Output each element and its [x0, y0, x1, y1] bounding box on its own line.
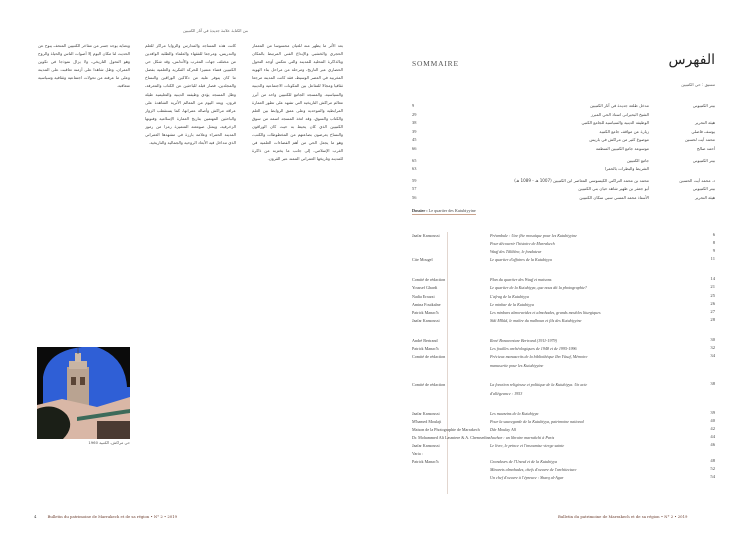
toc-title: Jawhar : un libraire marrakchi à Paris — [490, 434, 555, 440]
toc-page-number: 11 — [710, 256, 715, 262]
toc-entry — [412, 434, 715, 442]
toc-entry — [412, 165, 715, 174]
toc-author: Dr. Mohammed Ali Lasmtere & A. Chemsedine — [412, 434, 491, 440]
toc-page-number: 52 — [710, 466, 715, 472]
toc-entry — [412, 240, 715, 248]
toc-title: Les minbars almoravides et almohades, grands meubles liturgiques — [490, 309, 601, 315]
toc-author: Jaafar Kansoussi — [412, 410, 440, 416]
toc-entry — [412, 119, 715, 128]
dossier-heading — [412, 208, 476, 215]
toc-title: La fonction religieuse et politique de la Kutubiyya. Un acte — [490, 382, 588, 388]
toc-page-number: 26 — [710, 300, 715, 306]
arabic-text-column-2 — [145, 42, 236, 460]
toc-entry — [412, 136, 715, 145]
toc-page-number: 29 — [412, 111, 417, 117]
toc-title: Un chef d'oeuvre à l'épreuve : Sharq al-Agar — [490, 475, 564, 481]
toc-author: M'hamed Moulaji — [412, 418, 442, 424]
minaret-photo-illustration — [37, 347, 130, 439]
toc-page-number: 44 — [710, 433, 715, 439]
toc-title: Préambule : Une fête mosaïque pour les Kutubiyyine — [490, 233, 577, 238]
dossier-label: Dossier : — [412, 208, 428, 213]
column-text: وبعناية يوجد جسر من مفاخر الكتبيين المتحف يبوح عن الحديث لنا مكان اليوم إلا أصوات الناس والحياة والروح وهو التحول التاريخي، ولا يزال نموذجا في تكوين العمران، وظل شاهدا على أزمنة تعاقبت على المدينة وعلى ما عرفته من تحولات اجتماعية وثقافية وسياسية متعاقبة. — [38, 43, 130, 89]
toc-page-number: 57 — [412, 186, 417, 192]
toc-entry — [412, 276, 715, 284]
toc-page-number: 38 — [710, 381, 715, 387]
toc-entry — [412, 426, 715, 434]
toc-entry — [412, 102, 715, 111]
toc-title: Dâr Moulay Alî — [490, 426, 516, 432]
toc-entry — [412, 145, 715, 154]
toc-entry — [412, 293, 715, 301]
toc-title: Les muezzins de la Kutubiyya — [490, 410, 539, 416]
toc-title: René Bonaventure Bertrand (1911-1979) — [490, 337, 557, 343]
toc-page-number: 54 — [710, 474, 715, 480]
toc-title: manuscrite pour les Kutubiyyine — [490, 363, 544, 369]
toc-author: هيئة التحرير — [694, 194, 715, 200]
toc-title: الأستاذ محمد المسي سبي سكان الكتبيين — [579, 194, 649, 200]
toc-title: مدخل طلعة جديدة في آثار الكتبيين — [590, 103, 649, 108]
toc-entry — [412, 418, 715, 426]
toc-page-number: 32 — [710, 345, 715, 351]
toc-entry — [412, 361, 715, 369]
toc-title: موضوع كثير من مراكش في باريس — [589, 137, 649, 143]
toc-title: الشيخ البحيرانى استاذ الحي المبرز — [590, 111, 649, 117]
toc-title: الوظيفة الدينية والسياسية للجامع الكتبي — [581, 120, 649, 126]
toc-author: Comité de rédaction — [412, 382, 446, 388]
toc-author: Jaafar Kansoussi — [412, 317, 440, 323]
toc-page-number: 40 — [710, 417, 715, 423]
running-head: من الكتابة علامة جديدة في آثار الكتبيين — [182, 28, 248, 33]
photo-caption: حي مراكش، الكتبية 1960 — [88, 440, 130, 445]
toc-title: موسوعة جامع الكتبيين المنظمة — [595, 145, 649, 151]
toc-title: أبو جعفر بن ظهير شاهد حيان بني الكتبيين — [578, 186, 649, 192]
toc-author: د. محمد أيت الحسين — [679, 177, 715, 183]
toc-page-number: 28 — [710, 316, 715, 322]
arabic-text-column-1 — [252, 42, 343, 460]
toc-page-number: 9 — [712, 248, 715, 254]
toc-title: Plan du quartier des Waqf et maisons — [490, 277, 552, 283]
toc-entry — [412, 157, 715, 166]
toc-page-number: 38 — [412, 120, 417, 126]
toc-entry — [412, 317, 715, 325]
toc-entry — [412, 232, 715, 240]
toc-page-number: 39 — [710, 409, 715, 415]
folio-right — [558, 514, 687, 519]
toc-page-number: 34 — [710, 353, 715, 359]
folio-text: Bulletin du patrimoine de Marrakech et de sa région • N° 2 • 2019 — [47, 514, 178, 519]
toc-title: Waqf des Tâlibîne, le fondateur — [490, 249, 542, 255]
toc-entry — [412, 353, 715, 361]
toc-title: Minarets almohades, chefs d'oeuvre de l'architecture — [490, 467, 577, 473]
sommaire-heading: SOMMAIRE — [412, 59, 459, 68]
toc-page-number: 6 — [712, 232, 715, 237]
toc-title: زيارة عن مواقف جامع الكتبية — [599, 128, 649, 134]
toc-title: Le quartier de la Kutubiyya, que nous dit la photographie? — [490, 285, 587, 291]
toc-page-number: 14 — [710, 276, 715, 282]
arabic-text-column-3 — [38, 42, 130, 146]
toc-author: Jaafar Kansoussi — [412, 233, 440, 238]
toc-author: Varia : — [412, 450, 423, 456]
right-page — [375, 0, 750, 538]
toc-page-number: 30 — [710, 336, 715, 342]
toc-page-number: 45 — [412, 137, 417, 143]
toc-title: Pour découvrir l'histoire de Marrakech — [490, 241, 555, 247]
toc-author: Amina Fouikalne — [412, 301, 441, 307]
toc-page-number: 66 — [412, 145, 417, 151]
toc-entry — [412, 194, 715, 203]
toc-entry — [412, 450, 715, 458]
coordination-credit: تنسيق : حي الكتبيين — [681, 82, 715, 87]
toc-page-number: 27 — [710, 308, 715, 314]
toc-page-number: 48 — [710, 458, 715, 464]
toc-author: Comité de rédaction — [412, 277, 446, 283]
toc-entry — [412, 248, 715, 256]
toc-entry — [412, 458, 715, 466]
toc-page-number: 9 — [412, 103, 415, 108]
toc-entry — [412, 256, 715, 264]
toc-author: Maison de la Photographie de Marrakech — [412, 426, 480, 432]
toc-author: Patrick Manac'h — [412, 346, 439, 352]
toc-entry — [412, 337, 715, 345]
toc-title: Précieux manuscrits de la bibliothèque Ibn Yûsuf, Mémoire — [490, 354, 588, 360]
toc-author: Youssef Ghardi — [412, 285, 438, 291]
folio-left — [34, 514, 177, 519]
toc-title: L'afrag de la Kutubiyya — [490, 293, 529, 299]
toc-title: Sîdi Mîlûd, le maître du malhoun et fils des Kutubiyyine — [490, 317, 582, 323]
toc-author: بيتر الكتبيوني — [692, 186, 715, 192]
toc-entry — [412, 284, 715, 292]
toc-title: Grandeurs de l'Unesd et de la Kutubiyya — [490, 459, 558, 465]
toc-author: Patrick Manac'h — [412, 309, 439, 315]
toc-title: Le livre, le prince et l'insoumise vierge sainte — [490, 442, 565, 448]
toc-page-number: 65 — [412, 157, 417, 163]
column-text: كانت هذه المساجد والمدارس والزوايا مراكز للعلم والتدريس، ومرجعا للفقهاء والعلماء والطلبة الوافدين من مختلف جهات المغرب والأندلس، وقد شكل حي الكتبيين فضاء متميزا للحركة الفكرية والعلمية بفضل ما كان يتوفر عليه من دكاكين الوراقين والنساخ والمجلدين، فصار قبلة للباحثين عن الكتاب والمعرفة، وظل المسجد يؤدي وظيفته الدينية والتعليمية طيلة قرون، ويعد اليوم من المعالم الأثرية الشاهدة على عراقة مراكش وأصالة عمرانها، كما يستقطب الزوار والباحثين المهتمين بتاريخ العمارة الإسلامية وفنونها الزخرفية، ويمثل صومعته المتميزة رمزا من رموز المدينة الحمراء وعلامة بارزة في مشهدها العمراني الذي تتداخل فيه الأبعاد الروحية والجمالية والتاريخية. — [145, 43, 236, 146]
toc-entry — [412, 185, 715, 194]
toc-page-number: 25 — [710, 292, 715, 298]
toc-entry — [412, 111, 715, 120]
folio-text: Bulletin du patrimoine de Marrakech et de sa région • N° 2 • 2019 — [558, 514, 688, 519]
fihris-heading: الفهرس — [668, 52, 715, 68]
french-table-of-contents — [412, 232, 715, 482]
toc-page-number: 39 — [412, 128, 417, 134]
page-number: 4 — [34, 514, 37, 519]
toc-author: Cite Mougel — [412, 257, 433, 263]
kutubiyya-minaret-photo — [37, 347, 130, 439]
toc-title: d'allégeance : 1953 — [490, 391, 523, 397]
toc-entry — [412, 381, 715, 389]
toc-entry — [412, 474, 715, 482]
toc-page-number: 63 — [412, 166, 417, 172]
toc-page-number: 46 — [710, 441, 715, 447]
toc-author: Jaafar Kansoussi — [412, 442, 440, 448]
toc-author: Comité de rédaction — [412, 354, 446, 360]
toc-page-number: 21 — [710, 284, 715, 290]
toc-entry — [412, 128, 715, 137]
toc-author: هيئة التحرير — [694, 120, 715, 126]
toc-author: بيتر الكتبيوني — [692, 157, 715, 163]
toc-title: محمد بن محمد التراكني الكيسوسي المعاصر ابن الكتبيين (1007 هـ - 1089 هـ) — [514, 177, 649, 183]
toc-title: جامع الكتبيين — [626, 157, 649, 163]
dossier-title: Le quartier des Kutubiyyine — [428, 208, 476, 213]
toc-author: أحمد صالح — [696, 145, 715, 151]
toc-page-number: 59 — [412, 177, 417, 183]
toc-title: Le quartier d'affaires de la Kutubiyya — [490, 257, 552, 263]
toc-entry — [412, 442, 715, 450]
toc-entry — [412, 177, 715, 186]
toc-entry — [412, 301, 715, 309]
toc-author: Patrick Manac'h — [412, 459, 439, 465]
toc-entry — [412, 466, 715, 474]
toc-author: André Bertrand — [412, 337, 438, 343]
toc-author: بيتر الكتبيوني — [692, 103, 715, 108]
toc-title: الشريط والبطرات بالحمرا — [604, 166, 649, 172]
column-text: بعد الأثر ما يظهر منه للعيان محسوسا من المعمار الحجري والخشبي والإبداع الفني المرتبط بالمكان وبالذاكرة المحلية للمدينة والتي تعكس أوجه التحول الحضاري عبر التاريخ، ومرحلة من مراحل بناء الهوية المغربية في العصر الوسيط، فقد كانت المدينة مرجعا ثقافيا ومجالا للتفاعل بين المكونات الاجتماعية والدينية والسياسية، والمسجد الجامع للكتبيين واحد من أبرز معالم مراكش التاريخية التي تشهد على تطور العمارة المرابطية والموحدية وعلى عمق الروابط بين العلم والكتاب والسوق، وقد اتخذ المسجد اسمه من سوق الكتبيين الذي كان يحيط به حيث كان الوراقون والنساخ يعرضون بضاعتهم من المخطوطات والكتب، وهو ما يجعل الحي من أهم الفضاءات العلمية في الغرب الإسلامي، إلى جانب ما يختزنه من ذاكرة للمدينة وتاريخها العمراني الممتد عبر القرون. — [252, 43, 343, 162]
toc-title: Le minbar de la Kutubiyya — [490, 301, 534, 307]
toc-author: يوسف فاضلي — [691, 128, 715, 134]
toc-entry — [412, 345, 715, 353]
toc-entry — [412, 309, 715, 317]
toc-page-number: 42 — [710, 425, 715, 431]
toc-title: Pour la sauvegarde de la Kutubiyya, patrimoine national — [490, 418, 584, 424]
toc-author: Nadia Errazzi — [412, 293, 435, 299]
arabic-table-of-contents — [412, 102, 715, 203]
toc-entry — [412, 410, 715, 418]
toc-page-number: 8 — [712, 240, 715, 246]
toc-page-number: 56 — [412, 194, 417, 200]
toc-author: محمد أيت لحسين — [684, 137, 715, 143]
toc-entry — [412, 389, 715, 397]
toc-title: Les fouilles archéologiques de 1948 et de 1995-1996 — [490, 346, 577, 352]
